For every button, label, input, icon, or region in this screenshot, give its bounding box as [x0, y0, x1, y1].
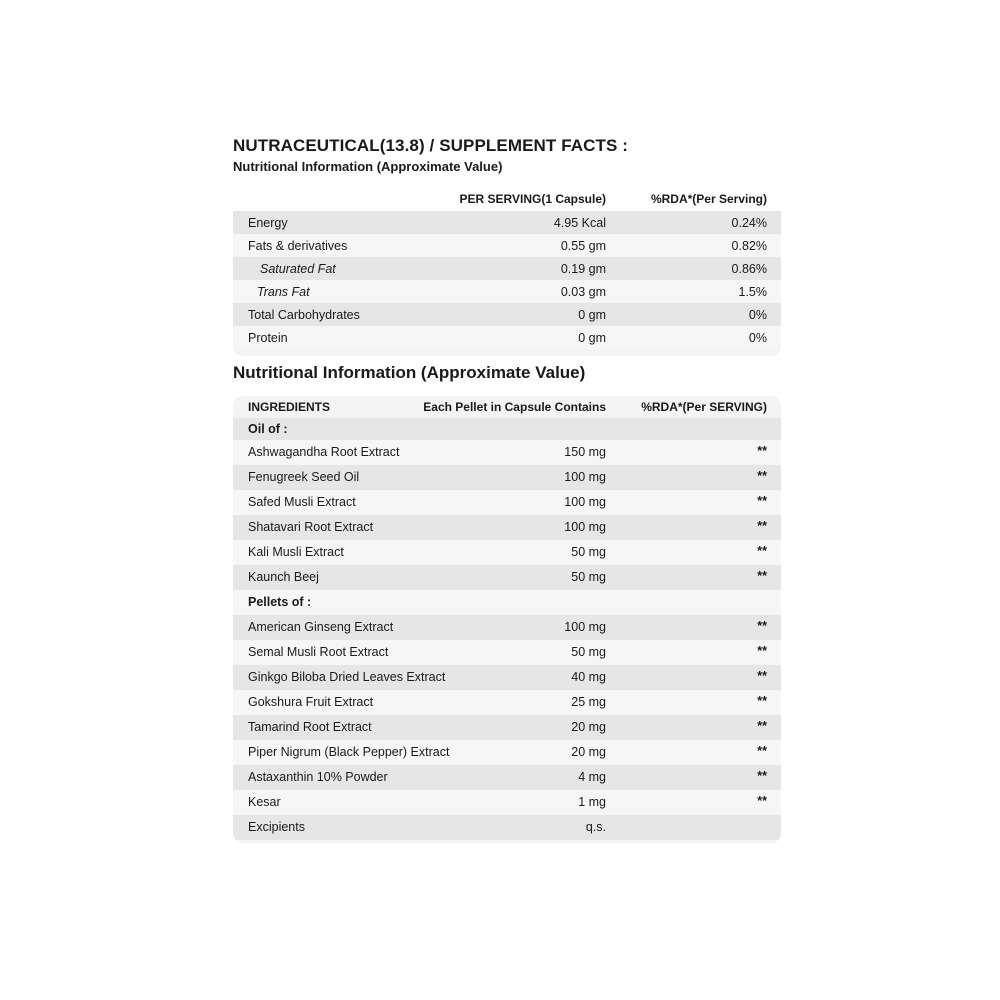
table-row	[233, 565, 781, 590]
ingredients-table-header	[233, 396, 781, 418]
row-name: Semal Musli Root Extract	[248, 645, 389, 659]
row-name: Safed Musli Extract	[248, 495, 356, 509]
header-per-serving: PER SERVING(1 Capsule)	[459, 192, 606, 206]
row-name: Kesar	[248, 795, 281, 809]
section-heading: Nutritional Information (Approximate Value)	[233, 363, 586, 382]
row-amount: 4.95 Kcal	[553, 216, 606, 230]
row-rda: 0.86%	[731, 262, 767, 276]
row-amount: 1 mg	[578, 795, 606, 809]
row-rda: **	[757, 719, 767, 733]
row-name: Kaunch Beej	[248, 570, 319, 584]
nutrition-table-header	[233, 186, 781, 211]
table-row	[233, 790, 781, 815]
row-amount: 50 mg	[571, 645, 606, 659]
row-name: Kali Musli Extract	[248, 545, 344, 559]
row-rda: **	[757, 469, 767, 483]
row-rda: 0.24%	[731, 216, 767, 230]
row-rda: **	[757, 794, 767, 808]
row-rda: **	[757, 694, 767, 708]
row-name: Excipients	[248, 820, 305, 834]
ingredients-table	[233, 396, 781, 843]
row-rda: **	[757, 494, 767, 508]
table-row	[233, 257, 781, 280]
table-row	[233, 326, 781, 349]
header-each-pellet: Each Pellet in Capsule Contains	[423, 400, 606, 414]
row-rda: 0%	[748, 331, 767, 345]
row-amount: 100 mg	[564, 620, 606, 634]
row-rda: **	[757, 519, 767, 533]
row-name: Energy	[248, 216, 288, 230]
row-amount: 20 mg	[571, 745, 606, 759]
header-rda: %RDA*(Per Serving)	[650, 192, 767, 206]
table-row	[233, 303, 781, 326]
group-header-oil	[233, 418, 781, 440]
row-rda: 0.82%	[731, 239, 767, 253]
row-rda: **	[757, 644, 767, 658]
header-rda: %RDA*(Per SERVING)	[641, 400, 767, 414]
table-row	[233, 740, 781, 765]
table-row	[233, 440, 781, 465]
table-row	[233, 234, 781, 257]
table-row	[233, 465, 781, 490]
row-name: Tamarind Root Extract	[248, 720, 372, 734]
row-rda: **	[757, 669, 767, 683]
row-name: Shatavari Root Extract	[248, 520, 374, 534]
table-row	[233, 665, 781, 690]
row-name: Astaxanthin 10% Powder	[248, 770, 388, 784]
row-name: Gokshura Fruit Extract	[248, 695, 374, 709]
row-amount: 0.03 gm	[560, 285, 606, 299]
row-amount: 50 mg	[571, 570, 606, 584]
row-amount: 4 mg	[578, 770, 606, 784]
row-amount: 150 mg	[564, 445, 606, 459]
row-rda: **	[757, 769, 767, 783]
row-rda: **	[757, 619, 767, 633]
table-row	[233, 280, 781, 303]
table-row	[233, 640, 781, 665]
row-amount: 25 mg	[571, 695, 606, 709]
row-amount: 100 mg	[564, 495, 606, 509]
table-row	[233, 690, 781, 715]
row-name: Piper Nigrum (Black Pepper) Extract	[248, 745, 450, 759]
row-name: Trans Fat	[257, 285, 310, 299]
row-amount: 0 gm	[578, 331, 606, 345]
page-title: NUTRACEUTICAL(13.8) / SUPPLEMENT FACTS :	[233, 136, 629, 155]
table-row	[233, 211, 781, 234]
row-rda: **	[757, 569, 767, 583]
row-amount: 100 mg	[564, 470, 606, 484]
table-row	[233, 765, 781, 790]
row-name: Fenugreek Seed Oil	[248, 470, 360, 484]
row-name: Ginkgo Biloba Dried Leaves Extract	[248, 670, 446, 684]
table-row	[233, 515, 781, 540]
page-subtitle: Nutritional Information (Approximate Value)	[233, 159, 503, 174]
row-rda: 1.5%	[738, 285, 767, 299]
table-row	[233, 540, 781, 565]
row-name: Protein	[248, 331, 288, 345]
row-amount: 40 mg	[571, 670, 606, 684]
row-name: Total Carbohydrates	[248, 308, 360, 322]
row-rda: **	[757, 744, 767, 758]
table-row	[233, 490, 781, 515]
nutrition-table	[233, 186, 781, 356]
row-name: American Ginseng Extract	[248, 620, 394, 634]
row-amount: 0.19 gm	[560, 262, 606, 276]
row-rda: **	[757, 544, 767, 558]
row-name: Saturated Fat	[260, 262, 336, 276]
row-amount: 20 mg	[571, 720, 606, 734]
row-rda: 0%	[748, 308, 767, 322]
group-header-pellets	[233, 590, 781, 615]
group-label: Pellets of :	[248, 595, 312, 609]
row-amount: 0 gm	[578, 308, 606, 322]
table-row	[233, 815, 781, 840]
group-label: Oil of :	[248, 422, 288, 436]
row-rda: **	[757, 444, 767, 458]
table-row	[233, 715, 781, 740]
row-amount: 100 mg	[564, 520, 606, 534]
row-name: Ashwagandha Root Extract	[248, 445, 400, 459]
table-row	[233, 615, 781, 640]
row-name: Fats & derivatives	[248, 239, 348, 253]
row-amount: q.s.	[585, 820, 606, 834]
row-amount: 0.55 gm	[560, 239, 606, 253]
header-ingredients: INGREDIENTS	[248, 400, 331, 414]
row-amount: 50 mg	[571, 545, 606, 559]
